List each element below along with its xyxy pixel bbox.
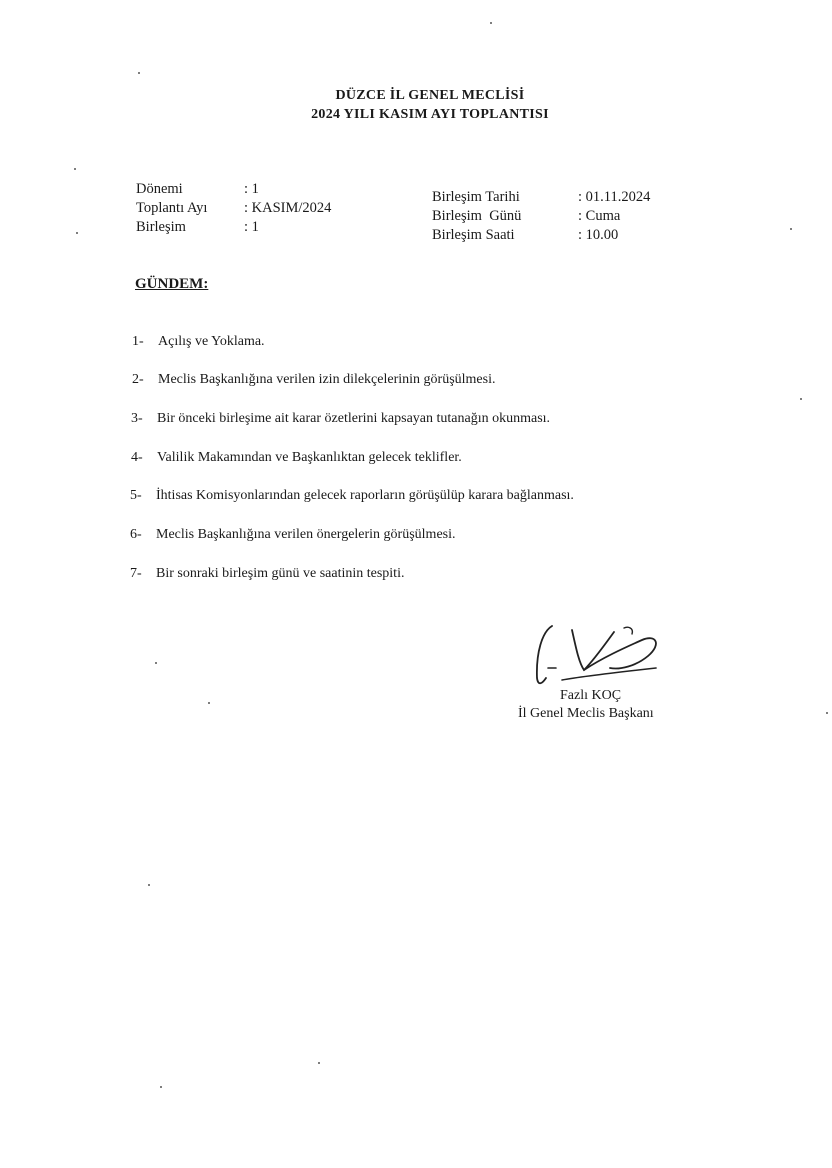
- meta-value: : 1: [244, 219, 259, 235]
- meta-label: Birleşim Tarihi: [432, 189, 520, 205]
- agenda-item-number: 5-: [130, 488, 142, 503]
- meta-row-birlesim-tarihi: [432, 188, 650, 207]
- scan-speck: [76, 232, 78, 234]
- agenda-item: [131, 411, 550, 427]
- agenda-item: [130, 488, 574, 504]
- meta-row-birlesim-gunu: [432, 207, 650, 226]
- session-info-right: [432, 188, 650, 245]
- agenda-item: [132, 372, 495, 388]
- scan-speck: [208, 702, 210, 704]
- session-info-left: [136, 180, 331, 237]
- meta-value: : 01.11.2024: [578, 189, 651, 205]
- scan-speck: [490, 22, 492, 24]
- meta-label: Toplantı Ayı: [136, 200, 208, 216]
- meta-value: : Cuma: [578, 208, 621, 224]
- scan-speck: [790, 228, 792, 230]
- agenda-item-text: Meclis Başkanlığına verilen önergelerin görüşülmesi.: [156, 527, 456, 542]
- scan-speck: [800, 398, 802, 400]
- agenda-item-number: 1-: [132, 334, 144, 349]
- scan-speck: [318, 1062, 320, 1064]
- agenda-item-text: İhtisas Komisyonlarından gelecek raporların görüşülüp karara bağlanması.: [156, 488, 574, 503]
- agenda-item-text: Açılış ve Yoklama.: [158, 334, 265, 349]
- scan-speck: [74, 168, 76, 170]
- header-title-line2: 2024 YILI KASIM AYI TOPLANTISI: [311, 107, 549, 122]
- agenda-item-number: 2-: [132, 372, 144, 387]
- meta-label: Birleşim Saati: [432, 227, 515, 243]
- agenda-item-text: Meclis Başkanlığına verilen izin dilekçelerinin görüşülmesi.: [158, 372, 496, 387]
- agenda-item-number: 6-: [130, 527, 142, 542]
- scan-speck: [148, 884, 150, 886]
- meta-value: : 10.00: [578, 227, 619, 243]
- meta-value: : KASIM/2024: [244, 200, 332, 216]
- meta-row-birlesim: [136, 218, 331, 237]
- agenda-item-number: 4-: [131, 450, 143, 465]
- scan-speck: [138, 72, 140, 74]
- signatory-name: Fazlı KOÇ: [560, 688, 622, 703]
- meta-row-toplanti-ayi: [136, 199, 331, 218]
- meta-value: : 1: [244, 181, 259, 197]
- meta-row-donem: [136, 180, 331, 199]
- header-title-line1: DÜZCE İL GENEL MECLİSİ: [335, 88, 525, 103]
- agenda-item-text: Bir sonraki birleşim günü ve saatinin tespiti.: [156, 566, 405, 581]
- agenda-heading: GÜNDEM:: [135, 276, 209, 292]
- agenda-item-number: 7-: [130, 566, 142, 581]
- scan-speck: [826, 712, 828, 714]
- meta-label: Birleşim Günü: [432, 208, 522, 224]
- agenda-item: [131, 450, 462, 466]
- signatory-title: İl Genel Meclis Başkanı: [518, 706, 654, 721]
- meta-row-birlesim-saati: [432, 226, 650, 245]
- agenda-item-number: 3-: [131, 411, 143, 426]
- scan-speck: [160, 1086, 162, 1088]
- agenda-item: [130, 566, 404, 582]
- meta-label: Birleşim: [136, 219, 186, 235]
- handwritten-signature: [524, 618, 674, 698]
- meta-label: Dönemi: [136, 181, 183, 197]
- agenda-item-text: Valilik Makamından ve Başkanlıktan gelecek teklifler.: [157, 450, 462, 465]
- agenda-item: [132, 334, 265, 350]
- agenda-item-text: Bir önceki birleşime ait karar özetlerini kapsayan tutanağın okunması.: [157, 411, 551, 426]
- agenda-item: [130, 527, 456, 543]
- scan-speck: [155, 662, 157, 664]
